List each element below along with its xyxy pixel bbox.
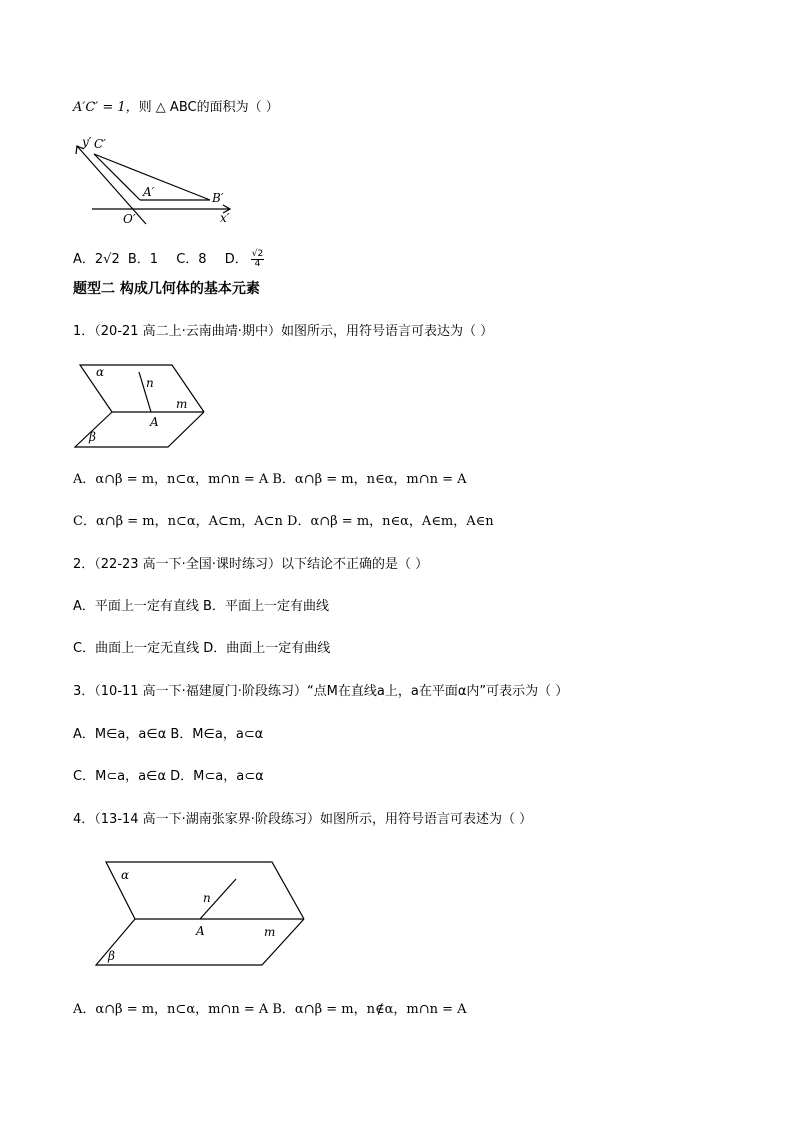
label-y-axis: y′	[82, 135, 92, 149]
question-text: 则 △ ABC的面积为（ ）	[138, 100, 279, 115]
option-a-label: A．	[73, 252, 95, 267]
figure-q1-planes	[72, 362, 212, 452]
label-m: m	[264, 925, 276, 939]
question-2-options-cd: C．曲面上一定无直线 D．曲面上一定有曲线	[73, 641, 331, 656]
y-axis-line	[77, 146, 146, 224]
question-3-stem: 3．（10-11 高一下·福建厦门·阶段练习）“点M在直线a上，a在平面α内”可表示为（ ）	[73, 684, 569, 699]
option-b: B．1	[127, 252, 159, 267]
label-B: B′	[212, 191, 224, 205]
option-c: C．8	[176, 252, 207, 267]
label-alpha: α	[96, 365, 105, 379]
option-d-numerator: √2	[251, 249, 264, 259]
label-m: m	[176, 397, 188, 411]
label-alpha: α	[121, 868, 130, 882]
label-beta: β	[108, 949, 115, 963]
label-A: A	[150, 415, 159, 429]
question-3-options-ab: A．M∈a，a∈α B．M∈a，a⊂α	[73, 727, 264, 742]
label-A: A	[196, 924, 205, 938]
label-beta: β	[89, 430, 96, 444]
side-CA	[94, 154, 140, 200]
figure-q4-planes	[92, 860, 312, 970]
option-d-fraction	[251, 250, 264, 269]
label-x-axis: x′	[220, 211, 230, 225]
label-O: O′	[123, 212, 136, 226]
figure-oblique-triangle	[70, 134, 240, 229]
label-n: n	[146, 376, 154, 390]
question-2-stem: 2．（22-23 高一下·全国·课时练习）以下结论不正确的是（ ）	[73, 557, 429, 572]
section-title: 题型二 构成几何体的基本元素	[73, 281, 260, 297]
question-2-options-ab: A．平面上一定有直线 B．平面上一定有曲线	[73, 599, 329, 614]
question-4-stem: 4．（13-14 高一下·湖南张家界·阶段练习）如图所示，用符号语言可表述为（ ）	[73, 812, 533, 827]
question-1-stem: 1．（20-21 高二上·云南曲靖·期中）如图所示，用符号语言可表达为（ ）	[73, 324, 494, 339]
label-A: A′	[143, 185, 155, 199]
option-d-denominator: 4	[254, 259, 261, 269]
option-d-label: D．	[224, 252, 248, 267]
option-a-value: 2√2	[94, 252, 120, 267]
question-3-options-cd: C．M⊂a，a∈α D．M⊂a，a⊂α	[73, 769, 264, 784]
question-prefix-line	[73, 100, 279, 116]
label-n: n	[203, 891, 211, 905]
top-options	[73, 250, 264, 269]
question-4-options-ab: A．α∩β = m，n⊂α，m∩n = A B．α∩β = m，n∉α，m∩n = A	[73, 1002, 467, 1017]
question-1-options-ab: A．α∩β = m，n⊂α，m∩n = A B．α∩β = m，n∈α，m∩n = A	[73, 472, 467, 487]
label-C: C′	[94, 137, 106, 151]
question-1-options-cd: C．α∩β = m，n⊂α，A⊂m，A⊂n D．α∩β = m，n∈α，A∈m，A∈n	[73, 514, 494, 529]
given-condition: A′C′ = 1，	[73, 100, 139, 115]
